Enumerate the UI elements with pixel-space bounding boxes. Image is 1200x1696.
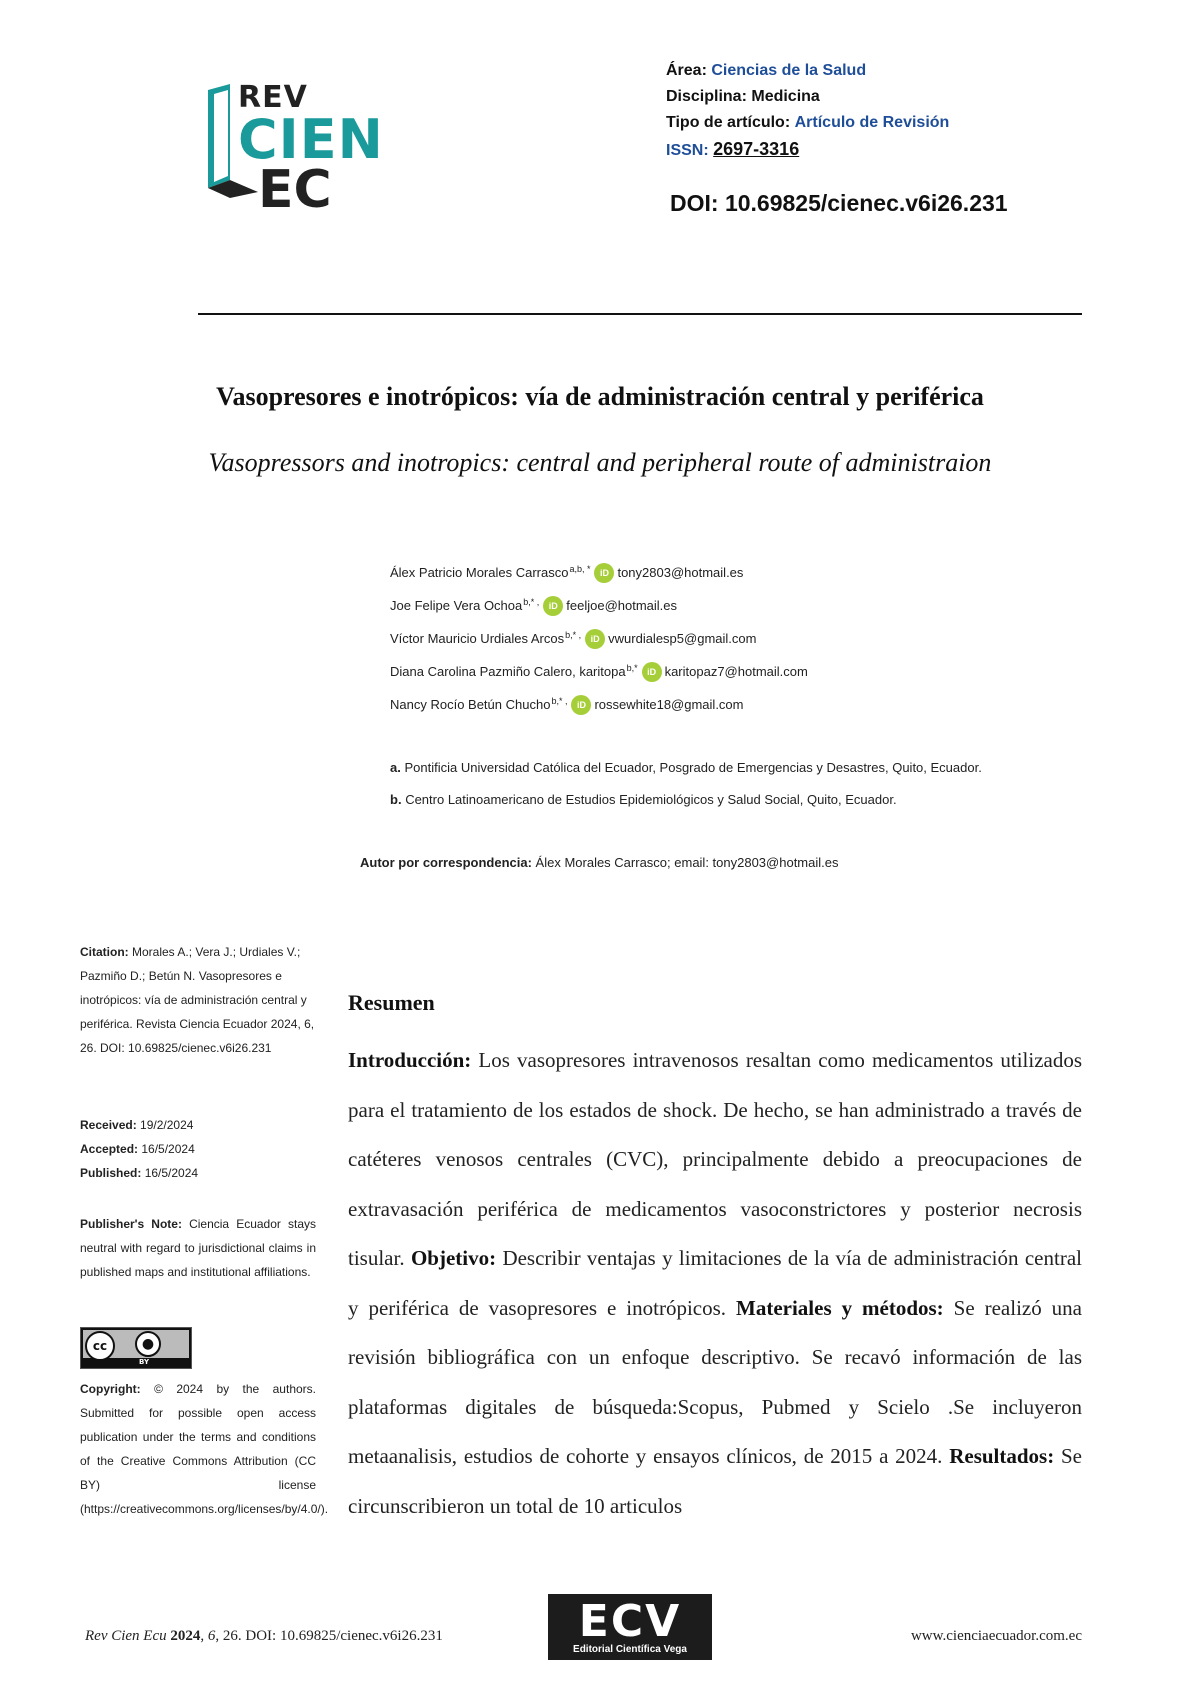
author-name: Víctor Mauricio Urdiales Arcos — [390, 631, 565, 646]
copyright-label: Copyright: — [80, 1382, 141, 1396]
citation-label: Citation: — [80, 945, 129, 959]
affiliation-item — [390, 784, 982, 816]
published-label: Published: — [80, 1166, 142, 1180]
logo-ec: EC — [258, 160, 332, 220]
journal-logo — [200, 80, 420, 220]
header-divider — [198, 313, 1082, 315]
affiliation-key: b. — [390, 792, 402, 807]
accepted-label: Accepted: — [80, 1142, 139, 1156]
orcid-icon[interactable]: iD — [594, 563, 614, 583]
results-text: Se circunscribieron un total de 10 articulos — [348, 1444, 1082, 1518]
ecv-logo-subtitle: Editorial Científica Vega — [573, 1644, 687, 1655]
logo-rev: REV — [238, 80, 308, 115]
author-row — [390, 622, 808, 655]
methods-text: Se realizó una revisión bibliográfica con un enfoque descriptivo. Se recavó información de las plataformas digitales de búsqueda:Scopus, Pubmed y Scielo .Se incluyeron metaanalisis, estudios de cohorte y ensayos clínicos, de 2015 a 2024. — [348, 1295, 1082, 1468]
objective-label: Objetivo: — [410, 1246, 497, 1270]
correspondence-label: Autor por correspondencia: — [360, 855, 532, 870]
received-label: Received: — [80, 1118, 137, 1132]
author-email[interactable]: vwurdialesp5@gmail.com — [608, 631, 757, 646]
author-row — [390, 688, 808, 721]
affiliations — [390, 752, 982, 816]
results-label: Resultados: — [949, 1444, 1055, 1468]
attribution-icon: ● — [135, 1331, 161, 1357]
author-affil-sup: b,* , — [551, 695, 568, 706]
author-affil-sup: b,* — [626, 662, 638, 673]
logo-cien: CIEN — [238, 108, 384, 171]
orcid-icon[interactable]: iD — [543, 596, 563, 616]
disciplina-value: Medicina — [751, 88, 820, 105]
author-affil-sup: b,* , — [565, 629, 582, 640]
affiliation-text: Pontificia Universidad Católica del Ecuador, Posgrado de Emergencias y Desastres, Quito, Ecuador. — [404, 760, 982, 775]
methods-label: Materiales y métodos: — [736, 1295, 944, 1320]
intro-text: Los vasopresores intravenosos resaltan como medicamentos utilizados para el tratamiento de los estados de shock. De hecho, se han administrado a través de catéteres venosos centrales (CVC), principalmente debido a preocupaciones de extravasación periférica de medicamentos vasoconstrictores y posterior necrosis tisular. — [348, 1048, 1083, 1270]
citation-text: Morales A.; Vera J.; Urdiales V.; Pazmiño D.; Betún N. Vasopresores e inotrópicos: vía de administración central y periférica. Revista Ciencia Ecuador 2024, 6, 26. DOI: 10.69825/cienec.v6i26.231 — [80, 945, 315, 1055]
publisher-logo — [548, 1594, 712, 1660]
correspondence — [360, 855, 838, 870]
footer-doi: , 26. DOI: 10.69825/cienec.v6i26.231 — [215, 1628, 443, 1644]
citation-block — [80, 940, 316, 1060]
cc-icon: cc — [85, 1331, 115, 1361]
objective-text: Describir ventajas y limitaciones de la vía de administración central y periférica de vasopresores e inotrópicos. — [348, 1246, 1082, 1320]
disciplina-label: Disciplina: — [666, 88, 747, 105]
footer-citation: Rev Cien Ecu 2024, 6, 26. DOI: 10.69825/cienec.v6i26.231 — [85, 1628, 443, 1644]
author-email[interactable]: tony2803@hotmail.es — [617, 565, 744, 580]
abstract-heading: Resumen — [348, 990, 435, 1015]
title-english: Vasopressors and inotropics: central and peripheral route of administraion — [208, 448, 992, 477]
author-email[interactable]: karitopaz7@hotmail.com — [664, 664, 808, 679]
issn-link[interactable]: 2697-3316 — [713, 139, 800, 159]
tipo-value[interactable]: Artículo de Revisión — [794, 114, 950, 131]
tipo-label: Tipo de artículo: — [666, 114, 791, 131]
author-affil-sup: a,b, * — [569, 563, 591, 574]
correspondence-text: Álex Morales Carrasco; email: tony2803@hotmail.es — [535, 855, 839, 870]
footer-website[interactable]: www.cienciaecuador.com.ec — [910, 1628, 1082, 1644]
copyright-block — [80, 1377, 329, 1521]
author-email[interactable]: rossewhite18@gmail.com — [594, 697, 744, 712]
article-meta — [666, 58, 949, 164]
intro-label: Introducción: — [348, 1048, 472, 1072]
author-row — [390, 589, 808, 622]
ecv-logo-text: ECV — [578, 1596, 682, 1647]
affiliation-item — [390, 752, 982, 784]
author-row — [390, 556, 808, 589]
author-name: Diana Carolina Pazmiño Calero, karitopa — [390, 664, 626, 679]
author-list — [390, 556, 808, 721]
author-name: Joe Felipe Vera Ochoa — [390, 598, 523, 613]
affiliation-key: a. — [390, 760, 401, 775]
received-date: 19/2/2024 — [140, 1118, 194, 1132]
orcid-icon[interactable]: iD — [585, 629, 605, 649]
published-date: 16/5/2024 — [144, 1166, 199, 1180]
accepted-date: 16/5/2024 — [141, 1142, 195, 1156]
author-name: Nancy Rocío Betún Chucho — [390, 697, 551, 712]
author-affil-sup: b,* , — [523, 596, 540, 607]
cc-by-license-badge[interactable] — [80, 1327, 192, 1369]
affiliation-text: Centro Latinoamericano de Estudios Epidemiológicos y Salud Social, Quito, Ecuador. — [405, 792, 897, 807]
note-label: Publisher's Note: — [80, 1217, 182, 1231]
footer-year: 2024 — [170, 1628, 201, 1644]
title-spanish: Vasopresores e inotrópicos: vía de administración central y periférica — [216, 382, 984, 411]
footer-journal: Rev Cien Ecu — [85, 1628, 167, 1644]
issn-label: ISSN: — [666, 142, 709, 159]
author-row — [390, 655, 808, 688]
footer-volume: 6 — [207, 1628, 216, 1644]
area-label: Área: — [666, 62, 707, 79]
by-label: BY — [139, 1358, 150, 1366]
author-name: Álex Patricio Morales Carrasco — [390, 565, 569, 580]
area-value[interactable]: Ciencias de la Salud — [711, 62, 867, 79]
copyright-text: © 2024 by the authors. Submitted for possible open access publication under the terms and conditions of the Creative Commons Attribution (CC BY) license (https://creativecommons.org/licenses/by/4.0/). — [80, 1382, 329, 1516]
author-email[interactable]: feeljoe@hotmail.es — [566, 598, 678, 613]
orcid-icon[interactable]: iD — [642, 662, 662, 682]
note-text: Ciencia Ecuador stays neutral with regard to jurisdictional claims in published maps and institutional affiliations. — [80, 1217, 316, 1279]
abstract-body — [348, 1036, 1082, 1531]
publisher-note — [80, 1212, 316, 1284]
doi-header[interactable]: DOI: 10.69825/cienec.v6i26.231 — [670, 190, 1008, 216]
dates-block — [80, 1113, 316, 1185]
orcid-icon[interactable]: iD — [571, 695, 591, 715]
